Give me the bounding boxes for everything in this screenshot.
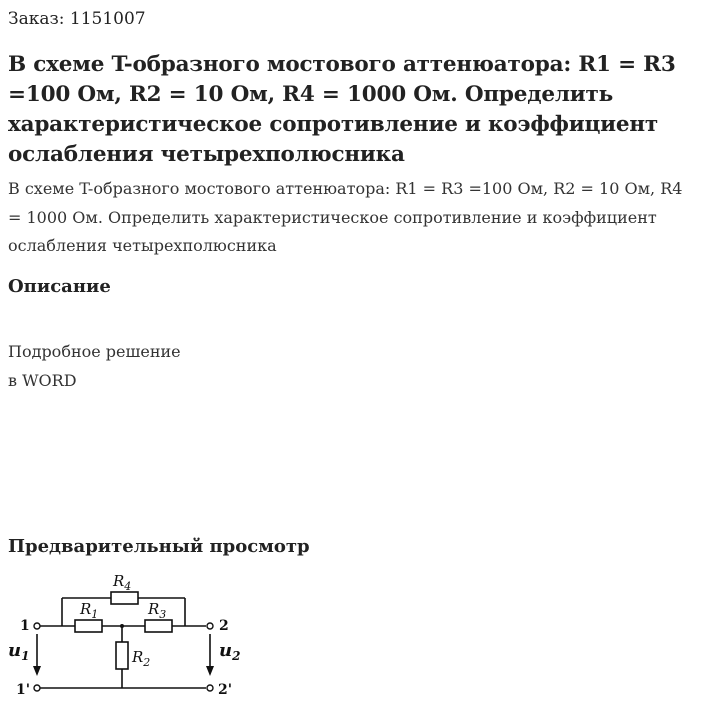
resistor-r2 [116, 642, 128, 669]
r4-label: $R_4$ [113, 572, 132, 593]
preview-heading: Предварительный просмотр [8, 536, 310, 557]
r2-label: $R_2$ [132, 648, 151, 669]
page-title: В схеме T-образного мостового аттенюатора: R1 = R3 =100 Ом, R2 = 10 Ом, R4 = 1000 Ом. Определить характеристическое сопротивление и коэффициент ослабления четырехполюсника [8, 52, 676, 167]
description-line: в WORD [8, 370, 77, 390]
description-text [8, 338, 181, 395]
node-1p-label: 1' [16, 682, 31, 698]
resistor-r3 [145, 620, 172, 632]
resistor-r4 [111, 592, 138, 604]
problem-statement: В схеме T-образного мостового аттенюатора: R1 = R3 =100 Ом, R2 = 10 Ом, R4 = 1000 Ом. Определить характеристическое сопротивление и коэффициент ослабления четырехполюсника [8, 179, 683, 255]
resistor-r1 [75, 620, 102, 632]
order-number: Заказ: 1151007 [8, 9, 146, 29]
node-2p-label: 2' [218, 682, 233, 698]
description-heading: Описание [8, 276, 111, 297]
description-line: Подробное решение [8, 342, 181, 361]
r1-label: $R_1$ [80, 600, 99, 621]
r3-label: $R_3$ [148, 600, 167, 621]
u1-label: $u_1$ [8, 640, 30, 663]
terminal-1-prime [34, 685, 40, 691]
terminal-2 [207, 623, 213, 629]
u2-label: $u_2$ [219, 640, 241, 663]
terminal-2-prime [207, 685, 213, 691]
node-1-label: 1 [20, 618, 30, 634]
node-2-label: 2 [219, 618, 229, 634]
terminal-1 [34, 623, 40, 629]
circuit-diagram [0, 560, 260, 720]
